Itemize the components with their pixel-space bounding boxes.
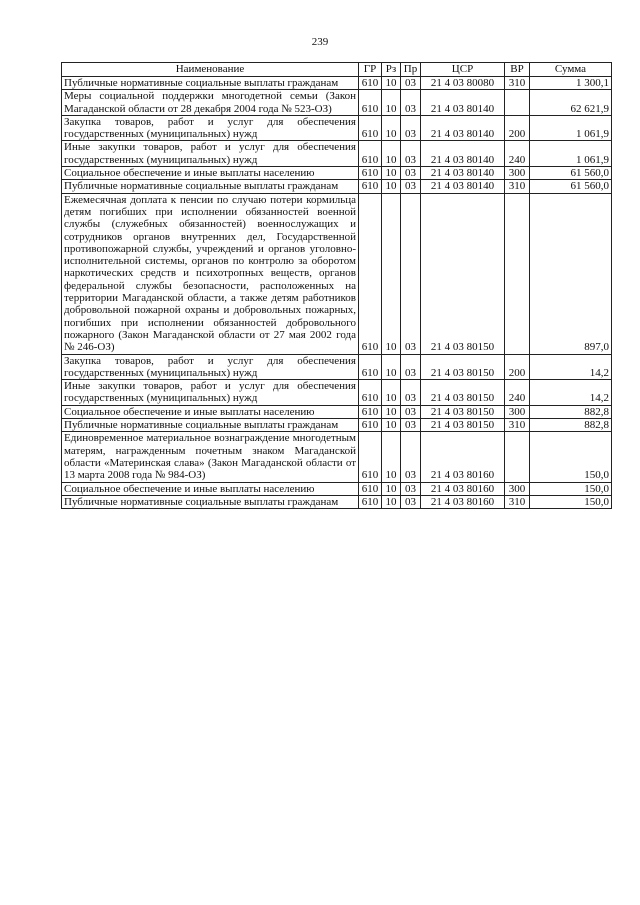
- row-name: Меры социальной поддержки многодетной семьи (Закон Магаданской области от 28 декабря 2004 года № 523-ОЗ): [62, 90, 359, 116]
- row-gr: 610: [359, 419, 382, 432]
- table-row: [62, 115, 612, 141]
- row-gr: 610: [359, 495, 382, 508]
- row-rz: 10: [382, 380, 401, 406]
- row-csr: 21 4 03 80140: [421, 167, 505, 180]
- row-pr: 03: [401, 193, 421, 354]
- row-csr: 21 4 03 80150: [421, 419, 505, 432]
- row-rz: 10: [382, 180, 401, 193]
- row-csr: 21 4 03 80150: [421, 193, 505, 354]
- row-gr: 610: [359, 141, 382, 167]
- row-sum: 61 560,0: [530, 167, 612, 180]
- row-pr: 03: [401, 141, 421, 167]
- row-name: Социальное обеспечение и иные выплаты населению: [62, 405, 359, 418]
- row-sum: 150,0: [530, 482, 612, 495]
- row-gr: 610: [359, 167, 382, 180]
- row-pr: 03: [401, 419, 421, 432]
- row-csr: 21 4 03 80160: [421, 432, 505, 482]
- row-gr: 610: [359, 193, 382, 354]
- row-vr: 300: [505, 167, 530, 180]
- row-name: Закупка товаров, работ и услуг для обеспечения государственных (муниципальных) нужд: [62, 115, 359, 141]
- table-row: [62, 432, 612, 482]
- row-rz: 10: [382, 77, 401, 90]
- header-csr: ЦСР: [421, 63, 505, 77]
- row-vr: 310: [505, 180, 530, 193]
- row-gr: 610: [359, 482, 382, 495]
- row-name: Закупка товаров, работ и услуг для обеспечения государственных (муниципальных) нужд: [62, 354, 359, 380]
- row-vr: 310: [505, 77, 530, 90]
- row-vr: 310: [505, 495, 530, 508]
- table-row: [62, 380, 612, 406]
- row-rz: 10: [382, 167, 401, 180]
- row-csr: 21 4 03 80150: [421, 405, 505, 418]
- row-pr: 03: [401, 380, 421, 406]
- row-vr: 200: [505, 354, 530, 380]
- row-csr: 21 4 03 80140: [421, 141, 505, 167]
- row-rz: 10: [382, 419, 401, 432]
- row-vr: 300: [505, 405, 530, 418]
- table-row: [62, 419, 612, 432]
- row-sum: 150,0: [530, 495, 612, 508]
- row-pr: 03: [401, 482, 421, 495]
- row-name: Публичные нормативные социальные выплаты гражданам: [62, 495, 359, 508]
- table-row: [62, 193, 612, 354]
- row-sum: 882,8: [530, 405, 612, 418]
- table-row: [62, 495, 612, 508]
- row-pr: 03: [401, 90, 421, 116]
- row-pr: 03: [401, 115, 421, 141]
- row-vr: 240: [505, 380, 530, 406]
- row-vr: [505, 193, 530, 354]
- row-csr: 21 4 03 80160: [421, 495, 505, 508]
- header-name: Наименование: [62, 63, 359, 77]
- table-header: [62, 63, 612, 77]
- row-csr: 21 4 03 80150: [421, 380, 505, 406]
- row-sum: 882,8: [530, 419, 612, 432]
- row-sum: 61 560,0: [530, 180, 612, 193]
- row-vr: 200: [505, 115, 530, 141]
- row-gr: 610: [359, 180, 382, 193]
- row-pr: 03: [401, 180, 421, 193]
- row-rz: 10: [382, 354, 401, 380]
- header-sum: Сумма: [530, 63, 612, 77]
- row-pr: 03: [401, 77, 421, 90]
- row-pr: 03: [401, 495, 421, 508]
- row-pr: 03: [401, 167, 421, 180]
- row-csr: 21 4 03 80160: [421, 482, 505, 495]
- row-vr: [505, 432, 530, 482]
- row-name: Иные закупки товаров, работ и услуг для обеспечения государственных (муниципальных) нужд: [62, 380, 359, 406]
- row-name: Иные закупки товаров, работ и услуг для обеспечения государственных (муниципальных) нужд: [62, 141, 359, 167]
- header-pr: Пр: [401, 63, 421, 77]
- row-csr: 21 4 03 80140: [421, 90, 505, 116]
- table-row: [62, 180, 612, 193]
- row-sum: 14,2: [530, 380, 612, 406]
- row-name: Публичные нормативные социальные выплаты гражданам: [62, 77, 359, 90]
- header-vr: ВР: [505, 63, 530, 77]
- row-rz: 10: [382, 495, 401, 508]
- row-rz: 10: [382, 405, 401, 418]
- row-csr: 21 4 03 80080: [421, 77, 505, 90]
- row-name: Единовременное материальное вознаграждение многодетным матерям, награжденным почетным знаком Магаданской области «Материнская слава» (Закон Магаданской области от 13 марта 2008 года № 984-ОЗ): [62, 432, 359, 482]
- row-gr: 610: [359, 405, 382, 418]
- row-rz: 10: [382, 115, 401, 141]
- table-row: [62, 167, 612, 180]
- row-name: Ежемесячная доплата к пенсии по случаю потери кормильца детям погибших при исполнении обязанностей военной службы (служебных обязанностей) военнослужащих и сотрудников органов внутренних дел, Государственной противопожарной службы, учреждений и органов уголовно-исполнительной системы, органов по контролю за оборотом наркотических средств и психотропных веществ, органов федеральной службы безопасности, расположенных на территории Магаданской области, а также детям работников добровольной пожарной охраны и добровольных пожарных, погибших при исполнении обязанностей добровольного пожарного (Закон Магаданской области от 27 мая 2002 года № 246-ОЗ): [62, 193, 359, 354]
- row-sum: 1 061,9: [530, 141, 612, 167]
- row-pr: 03: [401, 432, 421, 482]
- row-gr: 610: [359, 77, 382, 90]
- row-gr: 610: [359, 90, 382, 116]
- row-csr: 21 4 03 80150: [421, 354, 505, 380]
- row-csr: 21 4 03 80140: [421, 115, 505, 141]
- row-vr: 300: [505, 482, 530, 495]
- row-sum: 62 621,9: [530, 90, 612, 116]
- row-name: Публичные нормативные социальные выплаты гражданам: [62, 180, 359, 193]
- row-sum: 897,0: [530, 193, 612, 354]
- row-vr: 240: [505, 141, 530, 167]
- table-row: [62, 482, 612, 495]
- row-sum: 1 300,1: [530, 77, 612, 90]
- row-gr: 610: [359, 380, 382, 406]
- header-rz: Рз: [382, 63, 401, 77]
- header-gr: ГР: [359, 63, 382, 77]
- table-body: [62, 77, 612, 509]
- row-sum: 1 061,9: [530, 115, 612, 141]
- row-gr: 610: [359, 432, 382, 482]
- row-vr: 310: [505, 419, 530, 432]
- table-row: [62, 90, 612, 116]
- row-rz: 10: [382, 141, 401, 167]
- row-name: Социальное обеспечение и иные выплаты населению: [62, 482, 359, 495]
- row-sum: 14,2: [530, 354, 612, 380]
- row-rz: 10: [382, 432, 401, 482]
- row-csr: 21 4 03 80140: [421, 180, 505, 193]
- row-pr: 03: [401, 354, 421, 380]
- row-sum: 150,0: [530, 432, 612, 482]
- row-name: Социальное обеспечение и иные выплаты населению: [62, 167, 359, 180]
- row-vr: [505, 90, 530, 116]
- row-rz: 10: [382, 482, 401, 495]
- budget-table: [61, 62, 612, 509]
- table-row: [62, 141, 612, 167]
- row-gr: 610: [359, 115, 382, 141]
- row-gr: 610: [359, 354, 382, 380]
- header-row: [62, 63, 612, 77]
- row-name: Публичные нормативные социальные выплаты гражданам: [62, 419, 359, 432]
- row-rz: 10: [382, 193, 401, 354]
- page-number: 239: [311, 36, 329, 48]
- row-pr: 03: [401, 405, 421, 418]
- table-row: [62, 405, 612, 418]
- table-row: [62, 354, 612, 380]
- row-rz: 10: [382, 90, 401, 116]
- table-row: [62, 77, 612, 90]
